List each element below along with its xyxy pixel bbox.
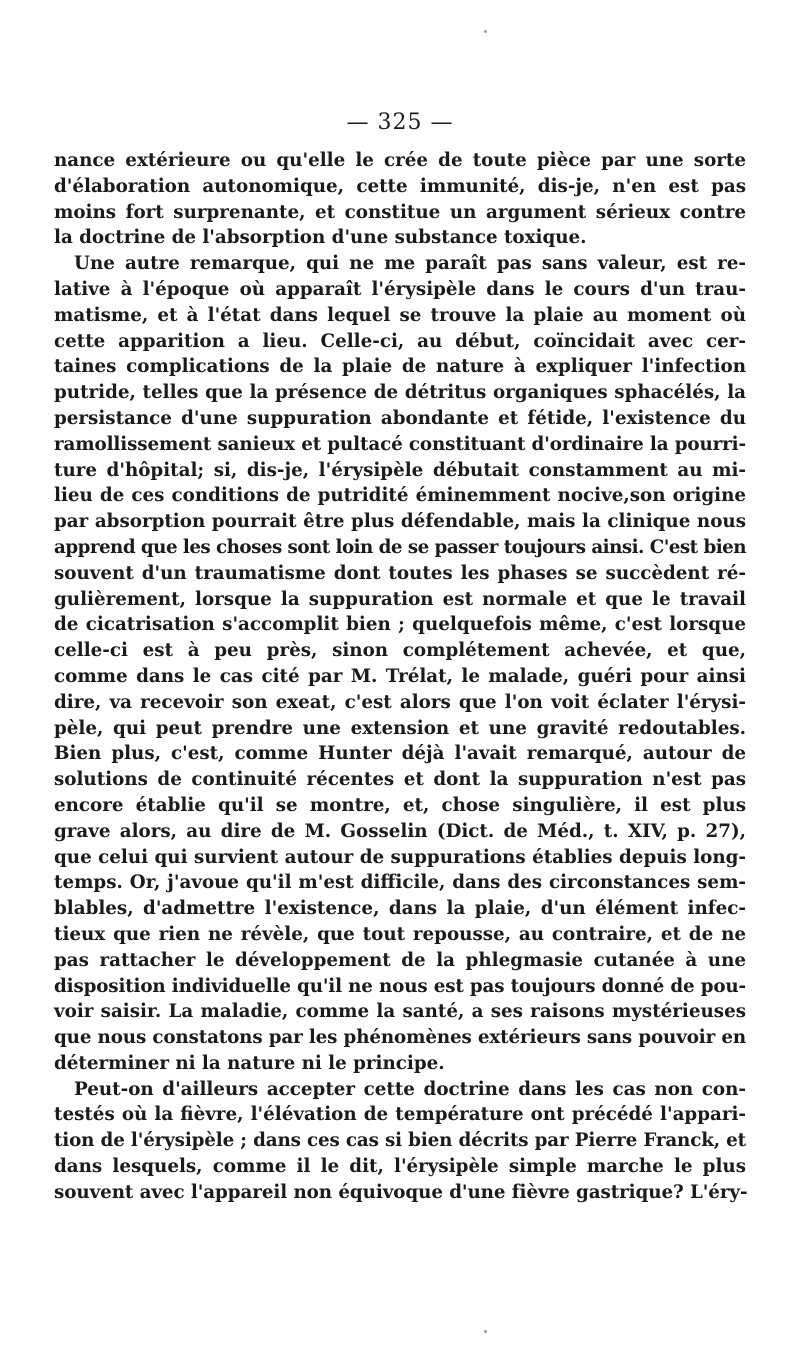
- text-line: grave alors, au dire de M. Gosselin (Dict. de Méd., t. XIV, p. 27),: [54, 820, 746, 842]
- text-line: tieux que rien ne révèle, que tout repousse, au contraire, et de ne: [54, 923, 746, 945]
- paper-speck: [484, 1330, 487, 1333]
- text-line: que celui qui survient autour de suppurations établies depuis long-: [54, 846, 746, 868]
- text-line: souvent avec l'appareil non équivoque d'une fièvre gastrique? L'éry-: [54, 1181, 748, 1203]
- text-line: dire, va recevoir son exeat, c'est alors que l'on voit éclater l'érysi-: [54, 691, 746, 713]
- text-line: tion de l'érysipèle ; dans ces cas si bien décrits par Pierre Franck, et: [54, 1130, 746, 1152]
- paper-speck: [484, 30, 487, 33]
- text-line: testés où la fièvre, l'élévation de température ont précédé l'appari-: [54, 1104, 746, 1126]
- text-line: ture d'hôpital; si, dis-je, l'érysipèle débutait constamment au mi-: [54, 459, 746, 481]
- text-line: voir saisir. La maladie, comme la santé, a ses raisons mystérieuses: [54, 1001, 746, 1023]
- text-line: Une autre remarque, qui ne me paraît pas sans valeur, est re-: [74, 253, 746, 275]
- page-number: — 325 —: [346, 110, 454, 135]
- text-line: comme dans le cas cité par M. Trélat, le malade, guéri pour ainsi: [54, 665, 746, 687]
- text-line: matisme, et à l'état dans lequel se trouve la plaie au moment où: [54, 304, 746, 326]
- text-line: cette apparition a lieu. Celle-ci, au début, coïncidait avec cer-: [54, 330, 746, 352]
- text-line: pèle, qui peut prendre une extension et une gravité redoutables.: [54, 717, 746, 739]
- text-line: la doctrine de l'absorption d'une substance toxique.: [54, 227, 587, 249]
- text-line: celle-ci est à peu près, sinon complétement achevée, et que,: [54, 640, 746, 662]
- text-line: ramollissement sanieux et pultacé constituant d'ordinaire la pourri-: [54, 433, 746, 455]
- text-line: de cicatrisation s'accomplit bien ; quelquefois même, c'est lorsque: [54, 614, 746, 636]
- body-text: [54, 148, 746, 1206]
- text-line: Peut-on d'ailleurs accepter cette doctrine dans les cas non con-: [74, 1078, 746, 1100]
- text-line: putride, telles que la présence de détritus organiques sphacélés, la: [54, 382, 746, 404]
- text-line: par absorption pourrait être plus défendable, mais la clinique nous: [54, 511, 746, 533]
- text-line: taines complications de la plaie de nature à expliquer l'infection: [54, 356, 746, 378]
- text-line: lative à l'époque où apparaît l'érysipèle dans le cours d'un trau-: [54, 278, 746, 300]
- text-line: temps. Or, j'avoue qu'il m'est difficile, dans des circonstances sem-: [54, 872, 746, 894]
- text-line: déterminer ni la nature ni le principe.: [54, 1052, 445, 1074]
- text-line: Bien plus, c'est, comme Hunter déjà l'avait remarqué, autour de: [54, 743, 746, 765]
- text-line: que nous constatons par les phénomènes extérieurs sans pouvoir en: [54, 1027, 746, 1049]
- text-line: souvent d'un traumatisme dont toutes les phases se succèdent ré-: [54, 562, 746, 584]
- text-line: dans lesquels, comme il le dit, l'érysipèle simple marche le plus: [54, 1156, 746, 1178]
- text-line: blables, d'admettre l'existence, dans la plaie, d'un élément infec-: [54, 898, 746, 920]
- text-line: nance extérieure ou qu'elle le crée de toute pièce par une sorte: [54, 150, 746, 171]
- text-line: lieu de ces conditions de putridité éminemment nocive,son origine: [54, 485, 746, 507]
- text-line: apprend que les choses sont loin de se passer toujours ainsi. C'est bien: [54, 536, 746, 558]
- text-line: encore établie qu'il se montre, et, chose singulière, il est plus: [54, 794, 746, 816]
- text-line: disposition individuelle qu'il ne nous est pas toujours donné de pou-: [54, 975, 746, 997]
- text-line: pas rattacher le développement de la phlegmasie cutanée à une: [54, 949, 746, 971]
- text-line: solutions de continuité récentes et dont la suppuration n'est pas: [54, 769, 746, 791]
- text-line: d'élaboration autonomique, cette immunité, dis-je, n'en est pas: [54, 175, 746, 197]
- text-line: gulièrement, lorsque la suppuration est normale et que le travail: [54, 588, 746, 610]
- text-line: moins fort surprenante, et constitue un argument sérieux contre: [54, 201, 746, 223]
- text-line: persistance d'une suppuration abondante et fétide, l'existence du: [54, 407, 746, 429]
